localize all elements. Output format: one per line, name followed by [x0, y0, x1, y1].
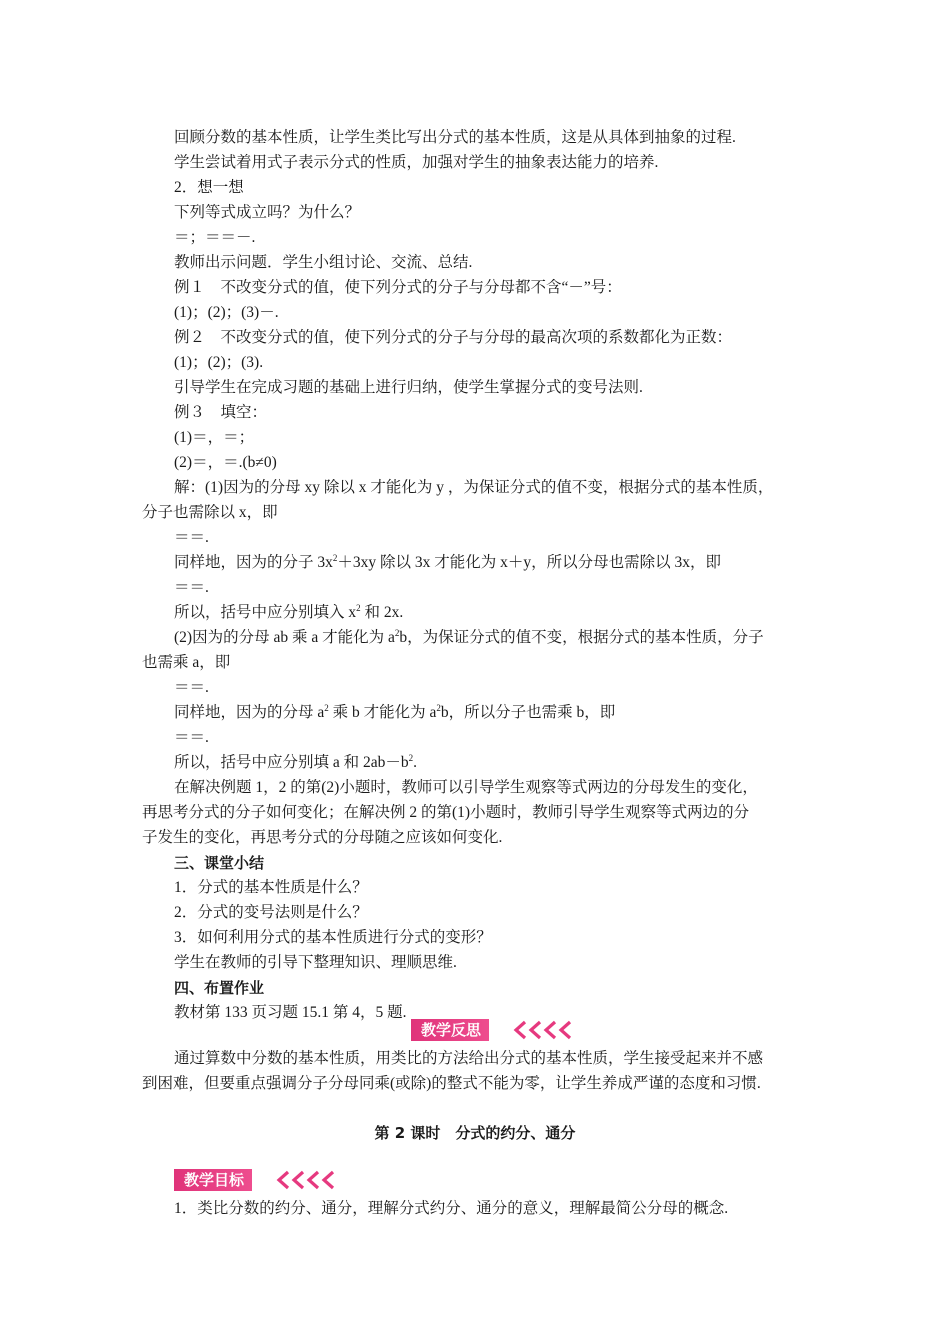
paragraph-line: 回顾分数的基本性质，让学生类比写出分式的基本性质，这是从具体到抽象的过程.: [174, 129, 736, 146]
text-span: 乘 b 才能化为 a: [328, 704, 437, 721]
lesson-title: 第 2 课时 分式的约分、通分: [374, 1124, 576, 1142]
superscript: 2: [408, 753, 414, 763]
text-span: b，为保证分式的值不变，根据分式的基本性质，分子: [399, 629, 764, 646]
equation-line: ＝＝.: [174, 729, 209, 746]
superscript: 2: [356, 603, 361, 613]
paragraph-line: [174, 703, 615, 723]
text-span: ＋3xy 除以 3x 才能化为 x＋y，所以分母也需除以 3x，即: [337, 554, 722, 571]
list-item: 2．分式的变号法则是什么？: [174, 904, 368, 921]
paragraph-line: 学生在教师的引导下整理知识、理顺思维.: [174, 954, 457, 971]
banner-label: 教学反思: [411, 1019, 489, 1041]
chevrons-icon: [509, 1019, 581, 1041]
equation-line: ＝；＝＝－.: [174, 229, 256, 246]
equation-line: ＝＝.: [174, 529, 209, 546]
reflection-banner: [411, 1019, 581, 1041]
text-span: 同样地，因为的分子 3x: [174, 554, 333, 571]
paragraph-line: 教材第 133 页习题 15.1 第 4，5 题.: [174, 1004, 407, 1021]
equation-line: (1)＝，＝；: [174, 429, 255, 446]
list-item: 3．如何利用分式的基本性质进行分式的变形？: [174, 929, 492, 946]
paragraph-line: 在解决例题 1，2 的第(2)小题时，教师可以引导学生观察等式两边的分母发生的变化，: [174, 779, 758, 796]
equation-line: (1)；(2)；(3)－.: [174, 304, 279, 321]
superscript: 2: [394, 628, 400, 638]
paragraph-line: 分子也需除以 x，即: [142, 504, 278, 521]
paragraph-line: [174, 753, 417, 773]
example-line: 例３ 填空：: [174, 404, 268, 421]
paragraph-line: [174, 628, 764, 648]
paragraph-line: 下列等式成立吗？为什么？: [174, 204, 361, 221]
section-heading: 四、布置作业: [174, 979, 265, 997]
text-span: .: [413, 754, 418, 771]
banner-label: 教学目标: [174, 1169, 252, 1191]
paragraph-line: 再思考分式的分子如何变化；在解决例 2 的第(1)小题时，教师引导学生观察等式两边的分: [142, 804, 750, 821]
paragraph-line: 通过算数中分数的基本性质，用类比的方法给出分式的基本性质，学生接受起来并不感: [174, 1050, 764, 1067]
objectives-banner: [174, 1169, 344, 1191]
text-span: 所以，括号中应分别填 a 和 2ab－b: [174, 754, 409, 771]
superscript: 2: [332, 553, 338, 563]
chevrons-icon: [272, 1169, 344, 1191]
paragraph-line: 教师出示问题．学生小组讨论、交流、总结.: [174, 254, 473, 271]
text-span: 所以，括号中应分别填入 x: [174, 604, 357, 621]
text-span: (2)因为的分母 ab 乘 a 才能化为 a: [174, 629, 395, 646]
text-span: 和 2x.: [360, 604, 404, 621]
section-item: 2．想一想: [174, 179, 244, 196]
superscript: 2: [436, 703, 441, 713]
paragraph-line: [174, 603, 403, 623]
paragraph-line: 解：(1)因为的分母 xy 除以 x 才能化为 y ，为保证分式的值不变，根据分式的基本性质，: [174, 479, 774, 496]
equation-line: ＝＝.: [174, 579, 209, 596]
list-item: 1．分式的基本性质是什么？: [174, 879, 368, 896]
equation-line: ＝＝.: [174, 679, 209, 696]
example-line: 例１ 不改变分式的值，使下列分式的分子与分母都不含“－”号：: [174, 279, 622, 296]
paragraph-line: [174, 553, 721, 573]
paragraph-line: 到困难，但要重点强调分子分母同乘(或除)的整式不能为零，让学生养成严谨的态度和习惯.: [142, 1075, 761, 1092]
paragraph-line: 也需乘 a，即: [142, 654, 231, 671]
paragraph-line: 引导学生在完成习题的基础上进行归纳，使学生掌握分式的变号法则.: [174, 379, 643, 396]
paragraph-line: 子发生的变化，再思考分式的分母随之应该如何变化.: [142, 829, 503, 846]
section-heading: 三、课堂小结: [174, 854, 265, 872]
equation-line: (2)＝，＝.(b≠0): [174, 454, 277, 471]
text-span: b，所以分子也需乘 b，即: [440, 704, 616, 721]
list-item: 1．类比分数的约分、通分，理解分式约分、通分的意义，理解最简公分母的概念.: [174, 1200, 729, 1217]
text-span: 同样地，因为的分母 a: [174, 704, 325, 721]
example-line: 例２ 不改变分式的值，使下列分式的分子与分母的最高次项的系数都化为正数：: [174, 329, 733, 346]
superscript: 2: [324, 703, 329, 713]
paragraph-line: 学生尝试着用式子表示分式的性质，加强对学生的抽象表达能力的培养.: [174, 154, 659, 171]
equation-line: (1)；(2)；(3).: [174, 354, 264, 371]
